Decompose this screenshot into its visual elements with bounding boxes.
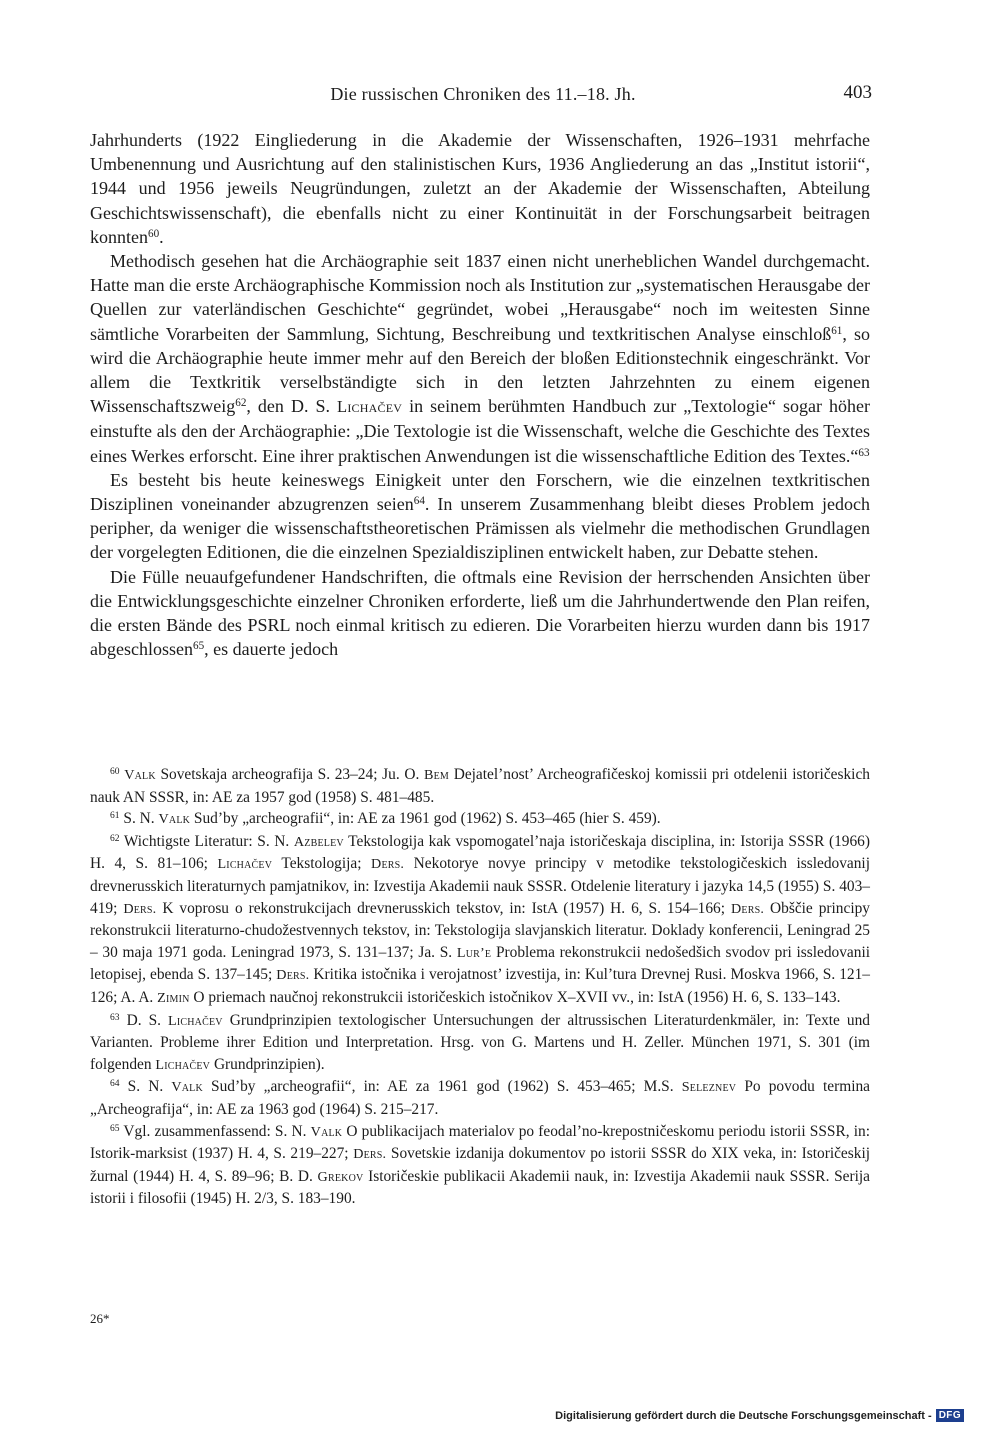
paragraph-text: , es dauerte jedoch — [204, 639, 339, 660]
paragraph-text: in seinem berühmten Handbuch zur „Textologie“ sogar höher einstufte als den der Archäographie: „Die Textologie ist die Wissenschaft, welche die Geschichte des Textes eines Werkes erforscht. Eine ihrer praktischen Anwendungen ist die wissenschaftliche Edition des Textes.“ — [90, 396, 870, 466]
footnote-ref[interactable]: 62 — [235, 397, 247, 410]
paragraph-text: Es besteht bis heute keineswegs Einigkeit unter den Forschern, wie die einzelnen textkritischen Disziplinen voneinander abzugrenzen seien — [90, 469, 870, 515]
author-name: Ders. — [276, 967, 310, 984]
author-name: Azbelev — [293, 833, 344, 850]
author-name: Ders. — [353, 1146, 387, 1163]
footnote-text: Nekotorye novye principy v metodike tekstologičeskich issledovanij drevnerusskich literaturnych pamjatnikov, in: Izvestija Akademii nauk SSSR. Otdelenie literatury i jazyka 14,5 (1955) S. 403–419; — [90, 855, 870, 917]
author-name: Zimin — [157, 989, 190, 1006]
footnote-ref[interactable]: 64 — [413, 494, 425, 507]
page-number: 403 — [843, 82, 872, 103]
footnote-text: Wichtigste Literatur: S. N. — [123, 832, 294, 850]
footnote-ref[interactable]: 61 — [831, 324, 843, 337]
footnote-text: Sovetskie izdanija dokumentov po istorii SSSR do XIX veka, in: Istoričeskij žurnal (1944) H. 4, S. 89–96; B. D. — [90, 1145, 870, 1185]
footnote-61 — [90, 808, 870, 831]
main-text — [90, 128, 870, 661]
paragraph — [90, 128, 870, 249]
paragraph-text: , den D. S. — [246, 396, 338, 417]
footnote-text: Tekstologija; — [272, 855, 372, 873]
footnote-text: Grundprinzipien). — [210, 1055, 325, 1073]
footnote-text: Dejatel’nost’ Archeografičeskoj komissii pri otdelenii istoričeskich nauk AN SSSR, in: AE za 1957 god (1958) S. 481–485. — [90, 766, 870, 806]
paragraph-text: , so wird die Archäographie heute immer mehr auf den Bereich der bloßen Editionstechnik eingeschränkt. Vor allem die Textkritik verselbständigte sich in den letzten Jahrzehnten zu einem eigenen Wissenschaftszweig — [90, 323, 870, 417]
paragraph-text: . In unserem Zusammenhang bleibt dieses Problem jedoch peripher, da weniger die wissenschaftstheoretischen Prämissen als vielmehr die methodischen Grundlagen der vorgelegten Editionen, die die einzelnen Spezialdisziplinen entwickelt haben, zur Debatte stehen. — [90, 494, 870, 563]
paragraph-text: Die Fülle neuaufgefundener Handschriften, die oftmals eine Revision der herrschenden Ansichten über die Entwicklungsgeschichte einzelner Chroniken erforderte, ließ um die Jahrhundertwende den Plan reifen, die ersten Bände des PSRL noch einmal kritisch zu edieren. Die Vorarbeiten hierzu wurden dann bis 1917 abgeschlossen — [90, 566, 870, 660]
footnote-number: 62 — [110, 832, 120, 844]
author-name: Valk — [310, 1123, 343, 1140]
footnote-number: 60 — [110, 765, 120, 777]
author-name: Lichačev — [168, 1012, 223, 1029]
credit-text: Digitalisierung gefördert durch die Deutsche Forschungsgemeinschaft - — [555, 1409, 932, 1422]
footnote-text: Problema rekonstrukcii nedošedšich svodov pri issledovanii letopisej, ebenda S. 137–145; — [90, 943, 870, 984]
footnote-text: O priemach naučnoj rekonstrukcii istoričeskich istočnikov X–XVII vv., in: IstA (1956) H. 6, S. 133–143. — [189, 988, 841, 1006]
footnote-text: Vgl. zusammenfassend: S. N. — [123, 1122, 311, 1140]
author-name: Ders. — [730, 900, 765, 917]
author-name: Lichačev — [155, 1056, 211, 1073]
footnote-text: Sud’by „archeografii“, in: AE za 1961 god (1962) S. 453–465 (hier S. 459). — [190, 810, 661, 828]
paragraph — [90, 565, 870, 662]
footnote-text: O publikacijach materialov po feodal’no-krepostničeskomu periodu istorii SSSR, in: Istorik-marksist (1937) H. 4, S. 219–227; — [90, 1122, 870, 1163]
author-name: Valk — [158, 811, 191, 828]
footnote-62 — [90, 831, 870, 1010]
footnote-60 — [90, 764, 870, 808]
paragraph — [90, 249, 870, 468]
footnote-text: K voprosu o rekonstrukcijach drevnerusskich tekstov, in: IstA (1957) H. 6, S. 154–166; — [156, 899, 731, 917]
paragraph — [90, 468, 870, 565]
author-name: Valk — [124, 767, 156, 783]
footnote-number: 61 — [110, 809, 120, 821]
footnote-text: Tekstologija kak vspomogatel’naja istoričeskaja disciplina, in: Istorija SSSR (1966) H. 4, S. 81–106; — [90, 832, 870, 873]
author-name: Ders. — [123, 900, 157, 917]
footnote-text: S. N. — [127, 1078, 172, 1096]
footnote-number: 65 — [110, 1122, 120, 1134]
footnote-text: D. S. — [126, 1011, 169, 1029]
paragraph-text: Methodisch gesehen hat die Archäographie seit 1837 einen nicht unerheblichen Wandel durchgemacht. Hatte man die erste Archäographische Kommission noch als Institution zur „systematischen Herausgabe der Quellen zur vaterländischen Geschichte“ gegründet, wobei „Herausgabe“ noch im weitesten Sinne sämtliche Vorarbeiten der Sammlung, Sichtung, Beschreibung und textkritischen Analyse einschloß — [90, 251, 870, 344]
footnote-65 — [90, 1121, 870, 1210]
dfg-logo[interactable]: DFG — [936, 1409, 964, 1422]
paragraph-text: Jahrhunderts (1922 Eingliederung in die Akademie der Wissenschaften, 1926–1931 mehrfache Umbenennung und Ausrichtung auf den stalinistischen Kurs, 1936 Angliederung an das „Institut istorii“, 1944 und 1956 jeweils Neugründungen, zuletzt an der Akademie der Wissenschaften, Abteilung Geschichtswissenschaft), die ebenfalls nicht zu einer Kontinuität in der Forschungsarbeit beitragen konnten — [90, 130, 870, 247]
author-name: Lichačev — [217, 856, 273, 873]
page-header — [90, 84, 876, 110]
author-name: Valk — [171, 1079, 203, 1096]
printer-signature: 26* — [90, 1311, 110, 1326]
author-name: Ders. — [371, 856, 405, 873]
footnote-64 — [90, 1076, 870, 1120]
footnote-number: 63 — [110, 1011, 120, 1023]
footnote-ref[interactable]: 65 — [192, 640, 205, 653]
author-name: Grekov — [317, 1168, 364, 1185]
footnote-text: Sovetskaja archeografija S. 23–24; Ju. O. — [155, 766, 424, 783]
author-name: Bem — [423, 767, 450, 783]
footnote-text: Istoričeskie publikacii Akademii nauk, in: Izvestija Akademii nauk SSSR. Serija istorii i filosofii (1945) H. 2/3, S. 183–190. — [90, 1167, 870, 1208]
author-name: Lichačev — [337, 397, 403, 417]
footnote-text: Sud’by „archeografii“, in: AE za 1961 god (1962) S. 453–465; M.S. — [202, 1078, 682, 1096]
digitization-credit — [555, 1409, 964, 1422]
footnote-text: Po povodu termina „Archeografija“, in: AE za 1963 god (1964) S. 215–217. — [90, 1078, 871, 1118]
footnote-ref[interactable]: 63 — [858, 446, 870, 459]
running-title: Die russischen Chroniken des 11.–18. Jh. — [330, 84, 636, 104]
author-name: Seleznev — [681, 1079, 737, 1096]
footnote-text: Grundprinzipien textologischer Untersuchungen der altrussischen Literaturdenkmäler, in: Texte und Varianten. Probleme ihrer Edition und Interpretation. Hrsg. von G. Martens und H. Zeller. München 1971, S. 301 (im folgenden — [90, 1011, 870, 1073]
footnote-text: Kritika istočnika i verojatnost’ izvestija, in: Kul’tura Drevnej Rusi. Moskva 1966, S. 121–126; A. A. — [90, 966, 870, 1006]
footnote-number: 64 — [110, 1078, 120, 1090]
footnote-63 — [90, 1010, 870, 1077]
footnote-text: S. N. — [123, 810, 159, 828]
author-name: Lur’e — [456, 944, 492, 961]
paragraph-text: . — [159, 226, 164, 247]
footnote-text: Obščie principy rekonstrukcii literaturno-chudožestvennych tekstov, in: Tekstologija slavjanskich literatur. Doklady konferencii, Leningrad 25 – 30 maja 1971 goda. Leningrad 1973, S. 131–137; Ja. S. — [90, 899, 870, 961]
footnotes — [90, 764, 870, 1210]
footnote-ref[interactable]: 60 — [148, 227, 160, 240]
